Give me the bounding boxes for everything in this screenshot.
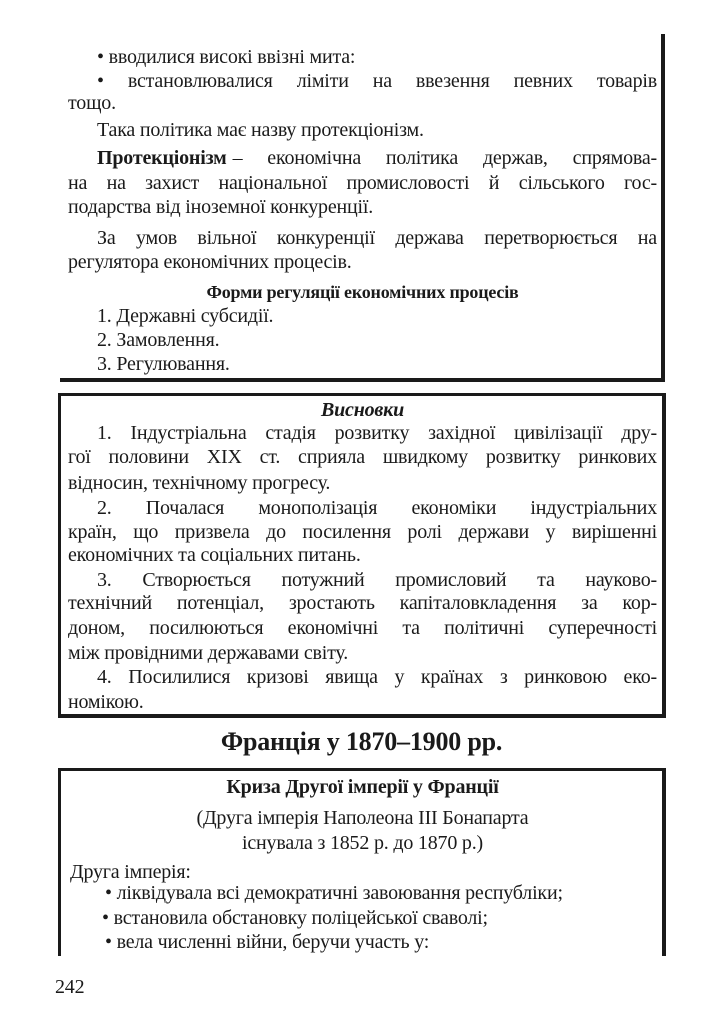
conclusion-line: гої половини XIX ст. сприяла швидкому розвитку ринкових [68,446,657,468]
bullet-continuation: тощо. [68,92,116,114]
bullet-item: • вела численні війни, беручи участь у: [105,931,430,953]
definition-text: на на захист національної промисловості й сільського гос- [68,172,657,194]
bullet-item: • ліквідувала всі демократичні завоювання республіки; [105,882,563,904]
conclusions-heading: Висновки [320,399,405,421]
conclusion-line: економічних та соціальних питань. [68,544,361,566]
bullet-item: • вводилися високі ввізні мита: [97,46,356,68]
subtitle-line: (Друга імперія Наполеона III Бонапарта [196,807,529,829]
conclusion-line: 2. Почалася монополізація економіки індустріальних [97,497,657,519]
page-number: 242 [55,976,85,998]
definition-text: – економічна політика держав, спрямова- [232,147,657,169]
box-border-bottom [60,378,665,382]
subtitle-line: існувала з 1852 р. до 1870 р.) [242,832,483,854]
conclusion-line: країн, що призвела до посилення ролі держави у вирішенні [68,521,657,543]
bullet-item: • встановила обстановку поліцейської сваволі; [102,907,488,929]
list-item: 3. Регулювання. [97,353,230,375]
conclusion-line: 3. Створюється потужний промисловий та науково- [97,569,657,591]
forms-heading: Форми регуляції економічних процесів [206,282,519,302]
paragraph-line: За умов вільної конкуренції держава перетворюється на [97,227,657,249]
definition-line [97,146,657,170]
box-border-right [661,34,665,382]
definition-term: Протекціонізм [97,147,227,169]
conclusion-line: 4. Посилилися кризові явища у країнах з ринковою еко- [97,666,657,688]
intro-text: Друга імперія: [70,861,191,883]
list-item: 1. Державні субсидії. [97,305,274,327]
paragraph-line: регулятора економічних процесів. [68,251,352,273]
conclusion-line: відносин, технічному прогресу. [68,472,331,494]
conclusion-line: номікою. [68,691,144,713]
conclusion-line: 1. Індустріальна стадія розвитку західної цивілізації дру- [97,422,657,444]
definition-text: подарства від іноземної конкуренції. [68,196,374,218]
policy-text: Така політика має назву протекціонізм. [97,119,424,141]
conclusion-line: між провідними державами світу. [68,642,348,664]
box-heading: Криза Другої імперії у Франції [226,776,499,798]
bullet-item: • встановлювалися ліміти на ввезення певних товарів [97,70,657,92]
section-title: Франція у 1870–1900 рр. [220,727,503,756]
conclusion-line: технічний потенціал, зростають капіталовкладення за кор- [68,592,657,614]
conclusion-line: доном, посилюються економічні та політичні суперечності [68,617,657,639]
list-item: 2. Замовлення. [97,329,220,351]
